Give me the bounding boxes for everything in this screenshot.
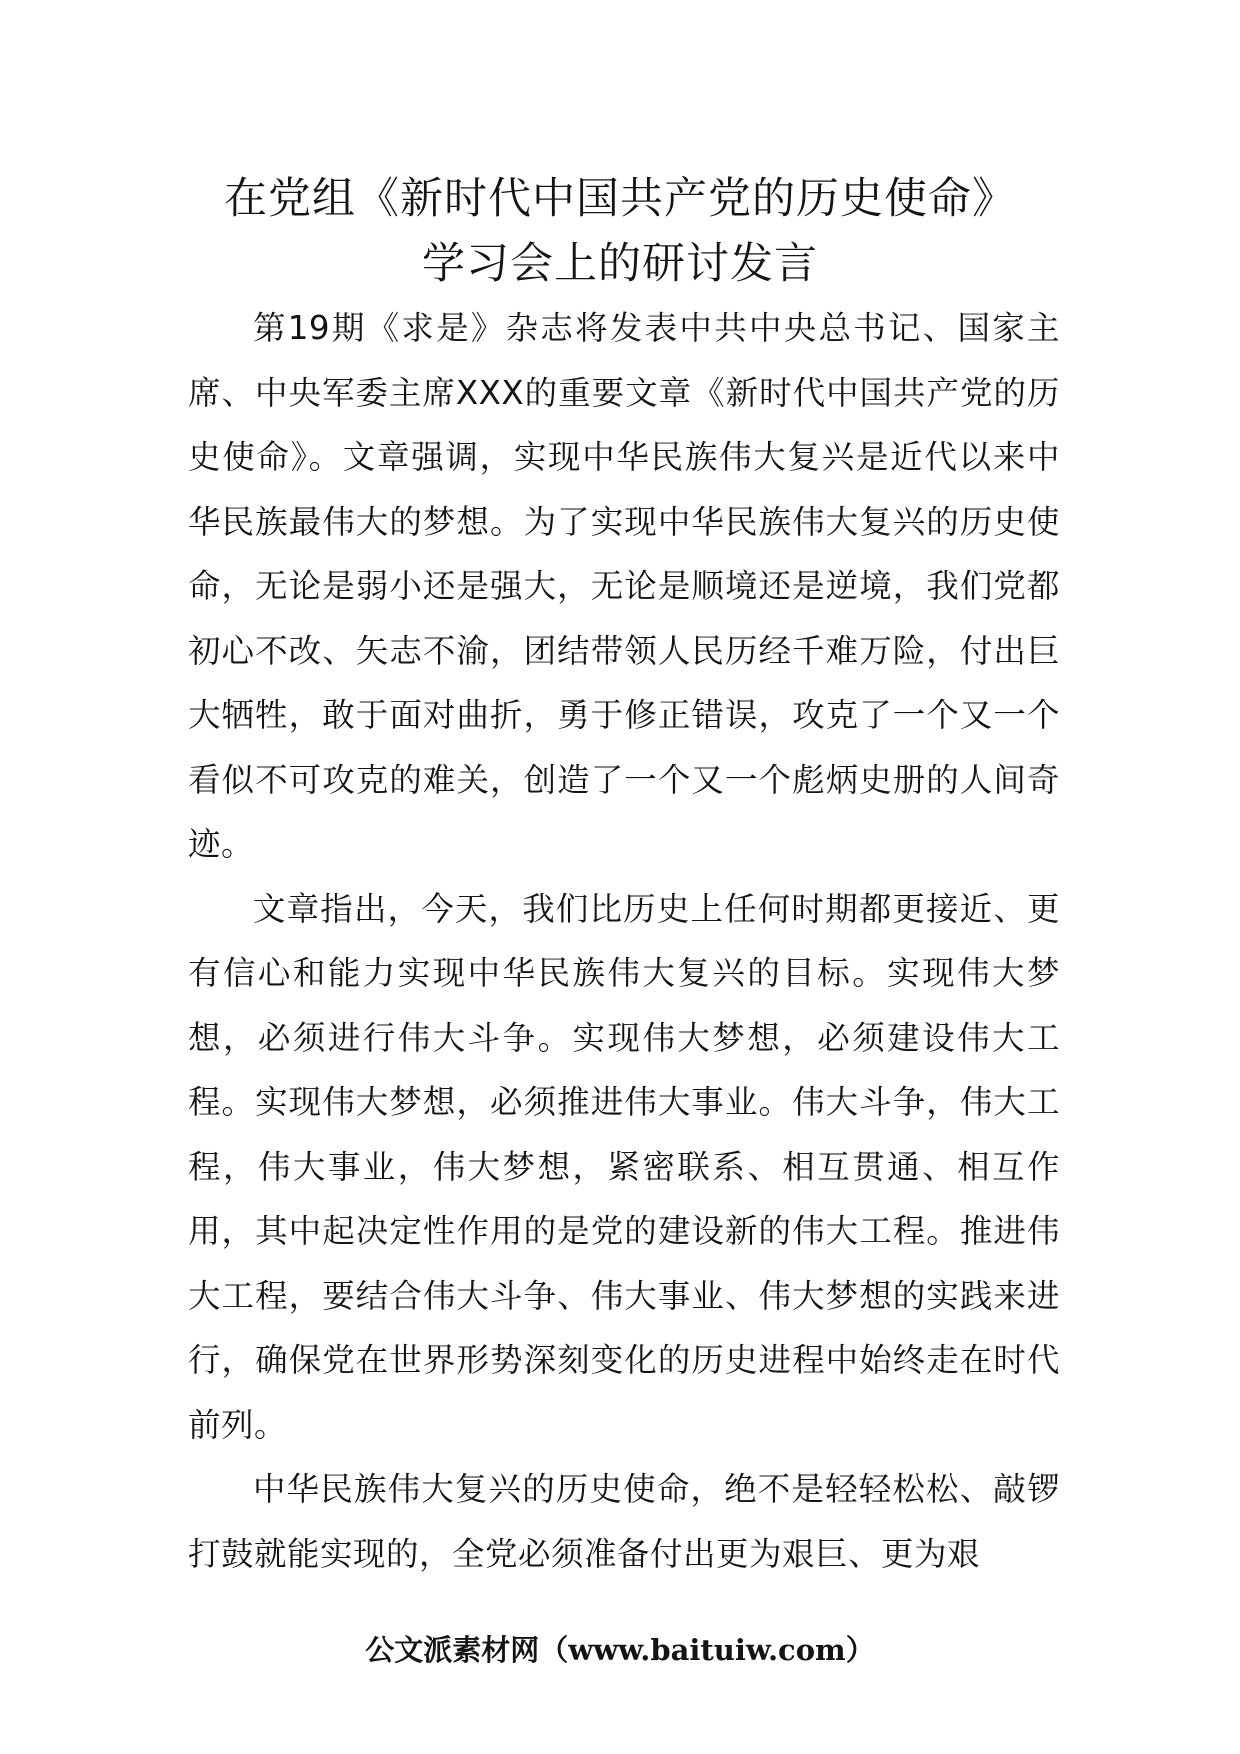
paragraph: 第19期《求是》杂志将发表中共中央总书记、国家主席、中央军委主席XXX的重要文章《新时代中国共产党的历史使命》。文章强调，实现中华民族伟大复兴是近代以来中华民族最伟大的梦想。为了实现中华民族伟大复兴的历史使命，无论是弱小还是强大，无论是顺境还是逆境，我们党都初心不改、矢志不渝，团结带领人民历经千难万险，付出巨大牺牲，敢于面对曲折，勇于修正错误，攻克了一个又一个看似不可攻克的难关，创造了一个又一个彪炳史册的人间奇迹。 <box>188 309 1060 863</box>
paragraph: 文章指出，今天，我们比历史上任何时期都更接近、更有信心和能力实现中华民族伟大复兴的目标。实现伟大梦想，必须进行伟大斗争。实现伟大梦想，必须建设伟大工程。实现伟大梦想，必须推进伟大事业。伟大斗争，伟大工程，伟大事业，伟大梦想，紧密联系、相互贯通、相互作用，其中起决定性作用的是党的建设新的伟大工程。推进伟大工程，要结合伟大斗争、伟大事业、伟大梦想的实践来进行，确保党在世界形势深刻变化的历史进程中始终走在时代前列。 <box>188 889 1060 1444</box>
document-body <box>188 296 1060 1586</box>
footer-watermark: 公文派素材网（www.baituiw.com） <box>365 1633 875 1667</box>
document-title-line-1: 在党组《新时代中国共产党的历史使命》 <box>224 174 1016 224</box>
document-title-line-2: 学习会上的研讨发言 <box>422 239 818 289</box>
paragraph: 中华民族伟大复兴的历史使命，绝不是轻轻松松、敲锣打鼓就能实现的，全党必须准备付出更为艰巨、更为艰 <box>188 1470 1060 1573</box>
